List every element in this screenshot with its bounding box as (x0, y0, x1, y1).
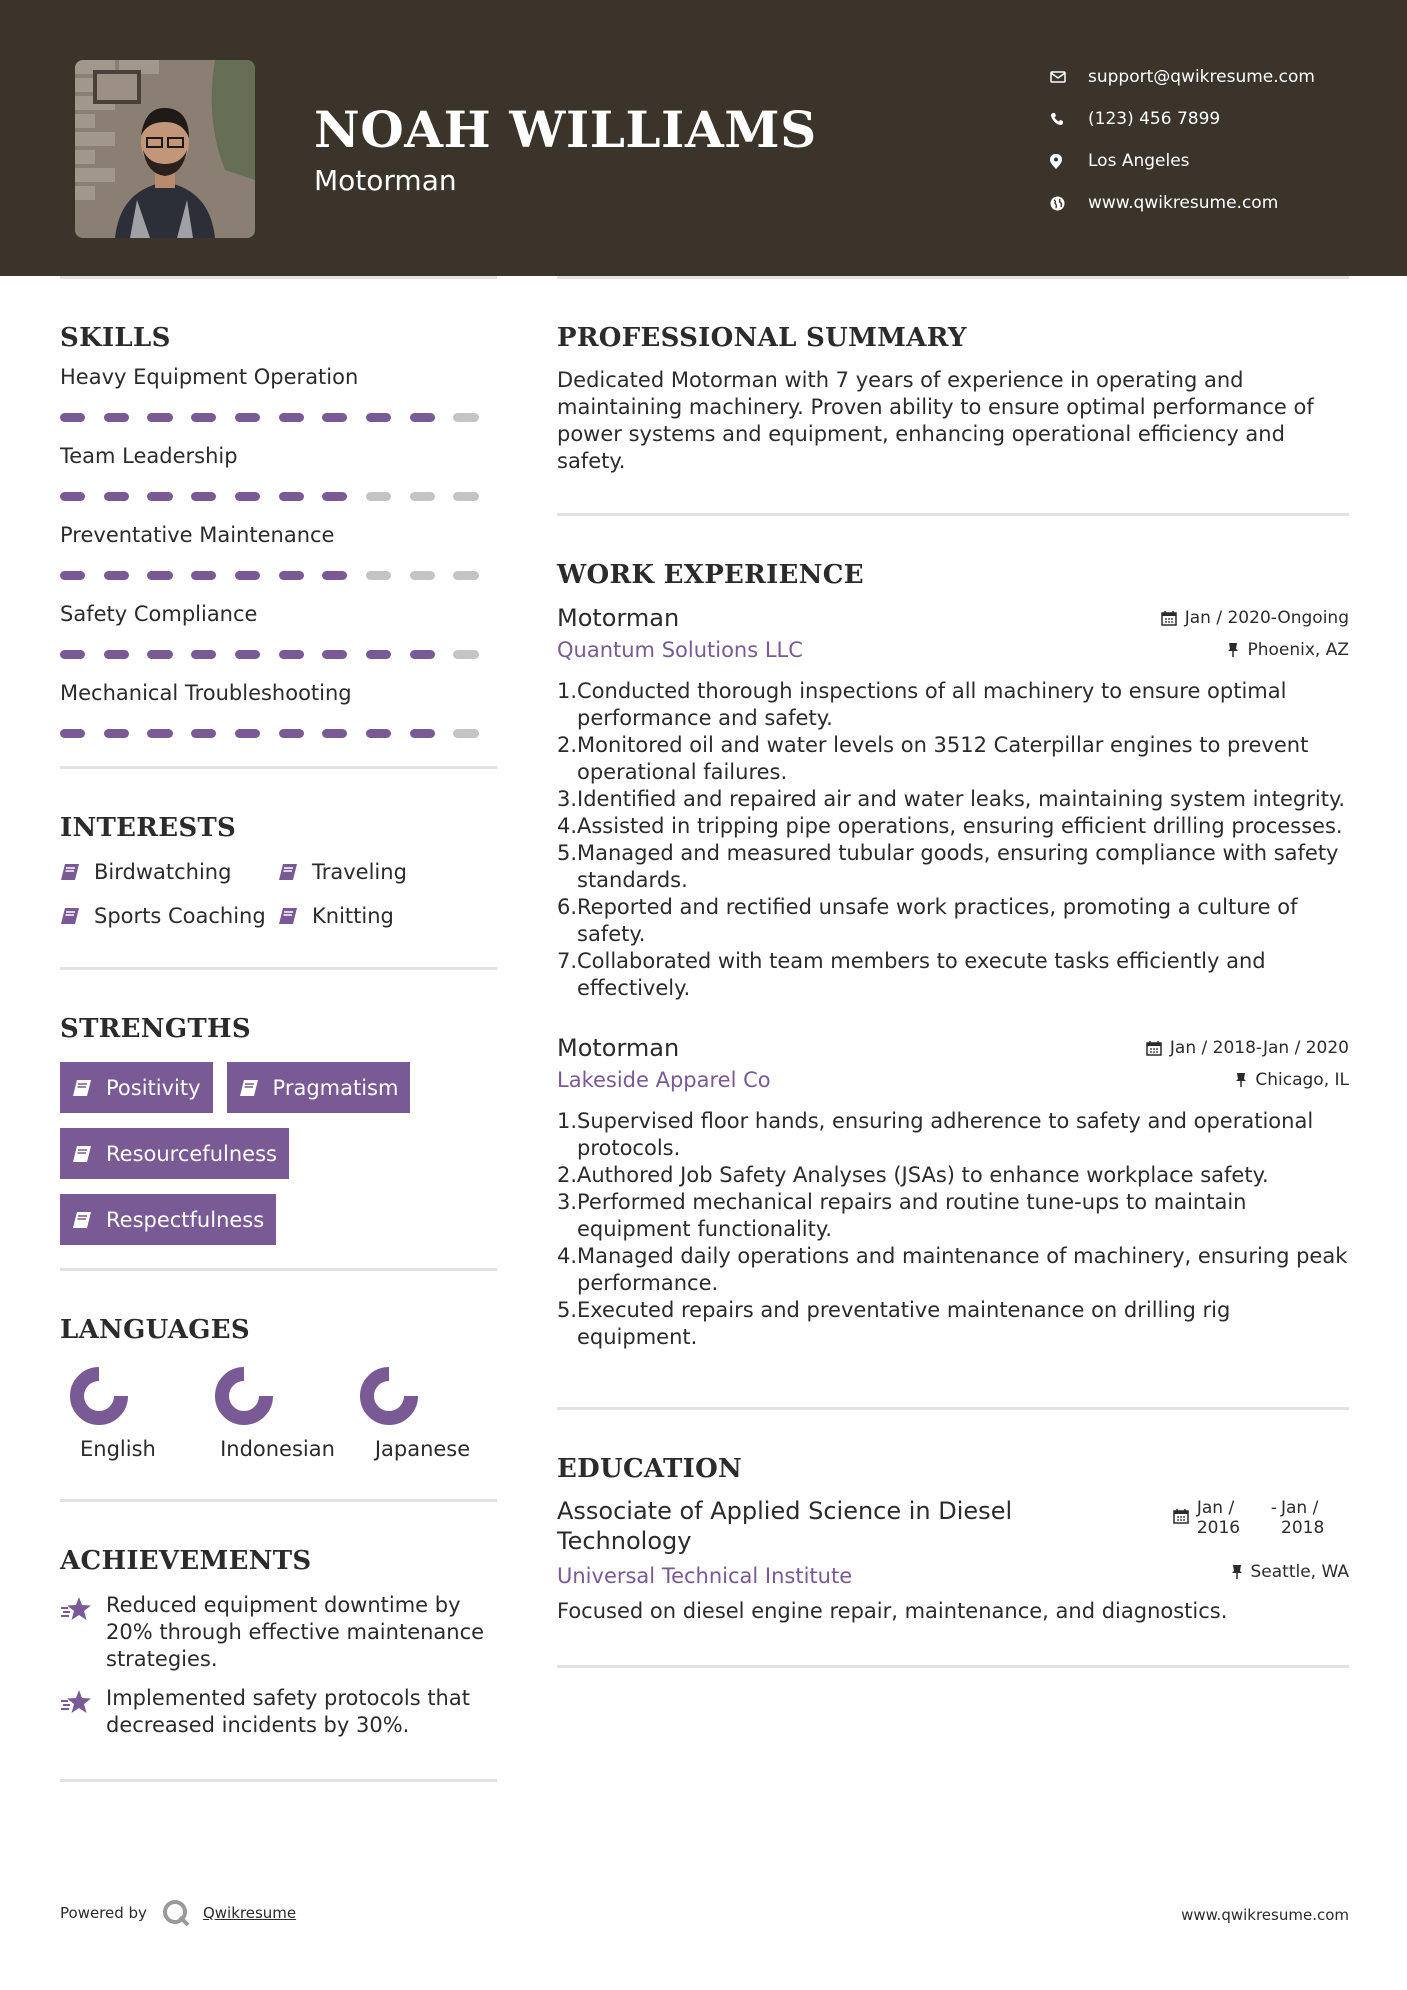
strength-tag (60, 1128, 289, 1179)
skill-name: Heavy Equipment Operation (60, 365, 359, 389)
contact-phone[interactable] (1050, 98, 1315, 140)
skill-dot-filled (410, 729, 435, 738)
book-icon (278, 907, 312, 925)
job-location-text: Phoenix, AZ (1247, 640, 1349, 660)
shooting-star-icon (60, 1592, 106, 1673)
skill-item (60, 442, 497, 501)
job-bullets (557, 678, 1349, 1002)
achievement-item (60, 1685, 497, 1739)
contact-location (1050, 140, 1315, 182)
job-location-text: Chicago, IL (1255, 1070, 1349, 1090)
education-school: Universal Technical Institute (557, 1564, 853, 1588)
skill-dot-filled (104, 650, 129, 659)
skill-dot-filled (60, 492, 85, 501)
interests-list (60, 857, 497, 931)
language-name: English (80, 1437, 156, 1461)
skill-dot-filled (410, 650, 435, 659)
skill-dot-empty (366, 492, 391, 501)
book-icon (278, 863, 312, 881)
skill-rating (60, 571, 497, 580)
languages-heading: LANGUAGES (60, 1315, 250, 1345)
strength-tag (227, 1062, 411, 1113)
job-bullet-text: Authored Job Safety Analyses (JSAs) to enhance workplace safety. (577, 1163, 1269, 1187)
skill-dot-filled (147, 650, 172, 659)
skill-dot-filled (366, 650, 391, 659)
job-bullet-text: Executed repairs and preventative maintenance on drilling rig equipment. (577, 1298, 1231, 1349)
language-name: Japanese (374, 1437, 471, 1461)
job-bullet-text: Identified and repaired air and water leaks, maintaining system integrity. (577, 787, 1346, 811)
skill-dot-filled (279, 650, 304, 659)
skill-item (60, 600, 497, 659)
job-bullet-text: Monitored oil and water levels on 3512 Caterpillar engines to prevent operational failures. (577, 733, 1309, 784)
pushpin-icon (1231, 1564, 1243, 1580)
skill-dot-filled (104, 413, 129, 422)
education-degree: Associate of Applied Science in Diesel Technology (557, 1497, 1013, 1555)
skill-dot-filled (279, 729, 304, 738)
skill-dot-filled (322, 729, 347, 738)
book-icon (60, 863, 94, 881)
skill-dot-filled (235, 492, 260, 501)
profile-photo (75, 60, 255, 238)
job-bullet: 3. Performed mechanical repairs and routine tune-ups to maintain equipment functionality. (557, 1189, 1349, 1243)
job-company: Quantum Solutions LLC (557, 638, 803, 662)
skill-name: Team Leadership (60, 444, 238, 468)
candidate-title: Motorman (314, 164, 457, 197)
job-entry (557, 602, 1349, 1002)
interest-item (60, 857, 278, 887)
interests-heading: INTERESTS (60, 813, 237, 843)
strength-tag (60, 1062, 213, 1113)
job-bullet-text: Collaborated with team members to execute tasks efficiently and effectively. (577, 949, 1266, 1000)
job-date (1146, 1038, 1349, 1058)
job-bullet-text: Conducted thorough inspections of all machinery to ensure optimal performance and safety. (577, 679, 1287, 730)
skill-name: Mechanical Troubleshooting (60, 681, 352, 705)
job-bullet-text: Reported and rectified unsafe work practices, promoting a culture of safety. (577, 895, 1298, 946)
education-description: Focused on diesel engine repair, maintenance, and diagnostics. (557, 1599, 1228, 1623)
education-location-text: Seattle, WA (1250, 1562, 1349, 1582)
interest-item (60, 901, 278, 931)
job-bullet: 6. Reported and rectified unsafe work practices, promoting a culture of safety. (557, 894, 1349, 948)
interest-item (278, 901, 478, 931)
job-bullet: 4. Assisted in tripping pipe operations, ensuring efficient drilling processes. (557, 814, 1343, 838)
qwikresume-logo-icon (161, 1898, 191, 1928)
contact-email-text: support@qwikresume.com (1088, 67, 1315, 87)
pushpin-icon (1235, 1072, 1247, 1088)
calendar-icon (1173, 1508, 1189, 1524)
skill-dot-filled (322, 571, 347, 580)
skill-dot-filled (147, 492, 172, 501)
strength-label: Respectfulness (106, 1207, 265, 1232)
section-divider (60, 1499, 497, 1502)
language-ring-arc (77, 1374, 121, 1418)
skill-dot-filled (279, 571, 304, 580)
skill-dot-filled (191, 729, 216, 738)
resume-header (0, 0, 1407, 276)
language-proficiency-ring (68, 1365, 130, 1427)
skill-dot-filled (147, 729, 172, 738)
education-section (557, 1454, 1349, 1625)
language-proficiency-ring (213, 1365, 275, 1427)
phone-icon (1050, 112, 1088, 126)
strength-label: Positivity (106, 1075, 201, 1100)
interest-label: Birdwatching (94, 860, 232, 884)
achievement-item (60, 1592, 497, 1673)
skill-dot-filled (191, 571, 216, 580)
book-icon (239, 1079, 273, 1097)
summary-heading: PROFESSIONAL SUMMARY (557, 323, 967, 353)
strength-tag (60, 1194, 276, 1245)
language-item (205, 1365, 350, 1461)
skill-dot-filled (104, 492, 129, 501)
skill-rating (60, 413, 497, 422)
skill-dot-filled (191, 492, 216, 501)
skill-dot-empty (366, 571, 391, 580)
skills-heading: SKILLS (60, 323, 171, 353)
education-entry (557, 1496, 1349, 1625)
skill-dot-filled (147, 413, 172, 422)
skill-dot-filled (235, 729, 260, 738)
job-date-text: Jan / 2020-Ongoing (1184, 608, 1349, 628)
skill-dot-empty (453, 492, 478, 501)
job-bullet: 1. Conducted thorough inspections of all machinery to ensure optimal performance and safety. (557, 678, 1349, 732)
skill-dot-filled (60, 571, 85, 580)
skill-dot-empty (453, 650, 478, 659)
job-bullet-text: Assisted in tripping pipe operations, ensuring efficient drilling processes. (577, 814, 1343, 838)
job-bullet: 7. Collaborated with team members to execute tasks efficiently and effectively. (557, 948, 1349, 1002)
skill-dot-filled (279, 413, 304, 422)
header-divider-right (557, 276, 1349, 279)
strength-label: Resourcefulness (106, 1141, 277, 1166)
experience-heading: WORK EXPERIENCE (557, 560, 864, 590)
skill-dot-filled (279, 492, 304, 501)
skill-dot-filled (366, 729, 391, 738)
summary-text: Dedicated Motorman with 7 years of experience in operating and maintaining machinery. Proven ability to ensure optimal performance of power systems and equipment, enhancing operational efficiency and safety. (557, 368, 1314, 473)
skill-dot-filled (104, 729, 129, 738)
contact-website[interactable] (1050, 182, 1315, 224)
interests-section (60, 813, 497, 931)
interest-label: Traveling (312, 860, 407, 884)
experience-section (557, 560, 1349, 1351)
language-item (350, 1365, 495, 1461)
job-title: Motorman (557, 604, 680, 632)
skill-rating (60, 492, 497, 501)
strength-label: Pragmatism (272, 1075, 399, 1100)
skill-dot-empty (453, 729, 478, 738)
job-company: Lakeside Apparel Co (557, 1068, 771, 1092)
language-item (60, 1365, 205, 1461)
skill-dot-filled (147, 571, 172, 580)
book-icon (60, 907, 94, 925)
skill-dot-filled (410, 413, 435, 422)
interest-label: Sports Coaching (94, 904, 266, 928)
skills-list (60, 363, 497, 738)
job-bullet-text: Supervised floor hands, ensuring adherence to safety and operational protocols. (577, 1109, 1314, 1160)
job-location (1227, 640, 1349, 660)
job-entry (557, 1032, 1349, 1351)
location-pin-icon (1050, 154, 1088, 169)
job-bullets (557, 1108, 1349, 1351)
skill-dot-filled (322, 492, 347, 501)
job-bullet: 3. Identified and repaired air and water leaks, maintaining system integrity. (557, 787, 1346, 811)
summary-section (557, 323, 1349, 475)
section-divider (557, 1665, 1349, 1668)
achievement-text: Reduced equipment downtime by 20% through effective maintenance strategies. (106, 1593, 485, 1671)
interest-label: Knitting (312, 904, 394, 928)
skill-name: Safety Compliance (60, 602, 258, 626)
skill-name: Preventative Maintenance (60, 523, 335, 547)
skill-dot-filled (191, 413, 216, 422)
skill-dot-filled (104, 571, 129, 580)
language-name: Indonesian (220, 1437, 335, 1461)
job-date-text: Jan / 2018-Jan / 2020 (1169, 1038, 1349, 1058)
job-date (1161, 608, 1349, 628)
section-divider (557, 1407, 1349, 1410)
book-icon (72, 1211, 106, 1229)
job-bullet: 4. Managed daily operations and maintenance of machinery, ensuring peak performance. (557, 1244, 1348, 1295)
powered-by-label: Powered by (60, 1904, 147, 1922)
strengths-list (60, 1062, 497, 1245)
achievement-text: Implemented safety protocols that decreased incidents by 30%. (106, 1686, 470, 1737)
languages-list (60, 1365, 497, 1461)
achievements-section (60, 1546, 497, 1739)
contact-email[interactable] (1050, 56, 1315, 98)
section-divider (60, 1268, 497, 1271)
skill-dot-empty (410, 492, 435, 501)
skill-dot-filled (60, 413, 85, 422)
skills-section (60, 323, 497, 738)
skill-dot-filled (191, 650, 216, 659)
skill-dot-filled (235, 650, 260, 659)
skill-dot-filled (235, 571, 260, 580)
job-bullet: 1. Supervised floor hands, ensuring adherence to safety and operational protocols. (557, 1108, 1349, 1162)
job-bullet: 2. Monitored oil and water levels on 3512 Caterpillar engines to prevent operational failures. (557, 732, 1349, 786)
languages-section (60, 1315, 497, 1461)
shooting-star-icon (60, 1685, 106, 1739)
language-proficiency-ring (358, 1365, 420, 1427)
education-date-separator: - (1270, 1498, 1277, 1518)
qwikresume-link[interactable]: Qwikresume (202, 1904, 297, 1922)
calendar-icon (1146, 1040, 1162, 1056)
job-bullet-text: Managed and measured tubular goods, ensuring compliance with safety standards. (577, 841, 1339, 892)
section-divider (557, 513, 1349, 516)
section-divider (60, 766, 497, 769)
skill-dot-filled (366, 413, 391, 422)
education-date-end: Jan / 2018 (1281, 1498, 1325, 1538)
interest-item (278, 857, 478, 887)
skill-dot-filled (60, 650, 85, 659)
education-heading: EDUCATION (557, 1454, 743, 1484)
achievements-heading: ACHIEVEMENTS (60, 1546, 312, 1576)
skill-dot-empty (453, 413, 478, 422)
calendar-icon (1161, 610, 1177, 626)
section-divider (60, 967, 497, 970)
right-column (557, 276, 1349, 1668)
contact-website-text: www.qwikresume.com (1088, 193, 1279, 213)
education-dates (1173, 1498, 1329, 1538)
footer-website[interactable]: www.qwikresume.com (1181, 1906, 1349, 1924)
skill-dot-filled (60, 729, 85, 738)
job-title: Motorman (557, 1034, 680, 1062)
globe-icon (1050, 196, 1088, 211)
job-location (1235, 1070, 1349, 1090)
skill-dot-empty (453, 571, 478, 580)
skill-dot-filled (235, 413, 260, 422)
job-bullet-text: Performed mechanical repairs and routine tune-ups to maintain equipment functionality. (577, 1190, 1247, 1241)
skill-dot-filled (322, 413, 347, 422)
job-bullet: 5. Executed repairs and preventative maintenance on drilling rig equipment. (557, 1297, 1349, 1351)
section-divider (60, 1779, 497, 1782)
language-ring-arc (222, 1374, 266, 1418)
contact-phone-text: (123) 456 7899 (1088, 109, 1221, 129)
book-icon (72, 1079, 106, 1097)
contact-list (1050, 56, 1315, 224)
language-ring-arc (367, 1374, 411, 1418)
skill-item (60, 363, 497, 422)
education-date-start: Jan / 2016 (1196, 1498, 1241, 1538)
job-bullet: 2. Authored Job Safety Analyses (JSAs) to enhance workplace safety. (557, 1163, 1269, 1187)
education-location (1231, 1562, 1350, 1582)
strengths-heading: STRENGTHS (60, 1014, 251, 1044)
job-bullet-text: Managed daily operations and maintenance of machinery, ensuring peak performance. (577, 1244, 1348, 1295)
book-icon (72, 1145, 106, 1163)
left-column (60, 276, 497, 1782)
skill-item (60, 521, 497, 580)
header-divider-left (60, 276, 497, 279)
strengths-section (60, 1014, 497, 1245)
mail-icon (1050, 71, 1088, 83)
skill-dot-filled (322, 650, 347, 659)
pushpin-icon (1227, 642, 1239, 658)
candidate-name: NOAH WILLIAMS (314, 100, 817, 159)
skill-item (60, 679, 497, 738)
skill-rating (60, 650, 497, 659)
skill-rating (60, 729, 497, 738)
job-bullet: 5. Managed and measured tubular goods, ensuring compliance with safety standards. (557, 840, 1349, 894)
skill-dot-empty (410, 571, 435, 580)
contact-location-text: Los Angeles (1088, 151, 1190, 171)
footer-powered-by (60, 1898, 296, 1928)
